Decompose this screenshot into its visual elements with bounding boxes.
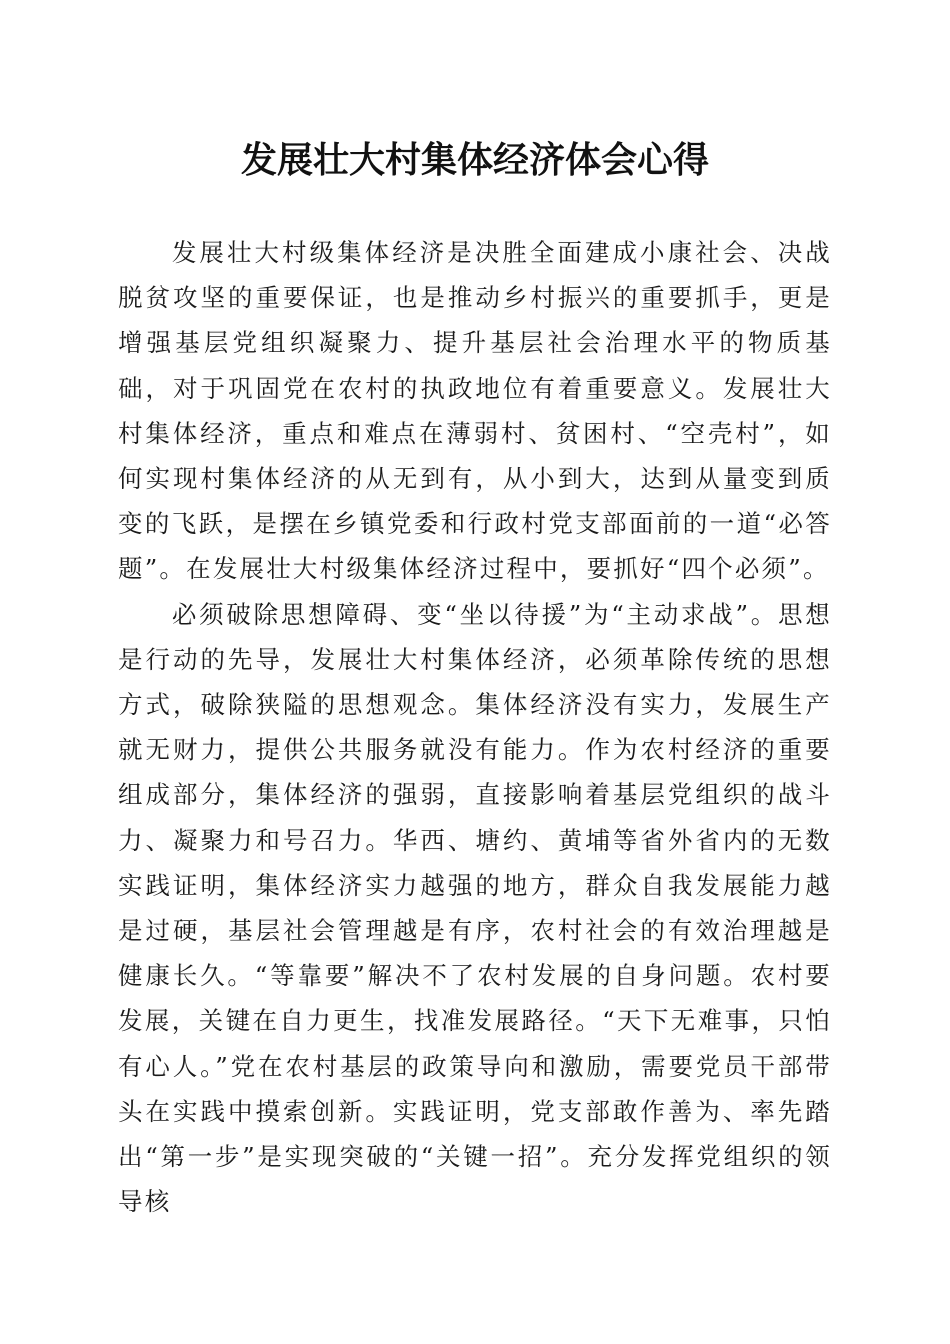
- document-title: 发展壮大村集体经济体会心得: [240, 139, 709, 181]
- document-body: [118, 230, 832, 1224]
- paragraph-1: 发展壮大村级集体经济是决胜全面建成小康社会、决战脱贫攻坚的重要保证，也是推动乡村振兴的重要抓手，更是增强基层党组织凝聚力、提升基层社会治理水平的物质基础，对于巩固党在农村的执政地位有着重要意义。发展壮大村集体经济，重点和难点在薄弱村、贫困村、“空壳村”，如何实现村集体经济的从无到有，从小到大，达到从量变到质变的飞跃，是摆在乡镇党委和行政村党支部面前的一道“必答题”。在发展壮大村级集体经济过程中，要抓好“四个必须”。: [118, 238, 832, 584]
- paragraph-2: 必须破除思想障碍、变“坐以待援”为“主动求战”。思想是行动的先导，发展壮大村集体经济，必须革除传统的思想方式，破除狭隘的思想观念。集体经济没有实力，发展生产就无财力，提供公共服务就没有能力。作为农村经济的重要组成部分，集体经济的强弱，直接影响着基层党组织的战斗力、凝聚力和号召力。华西、塘约、黄埔等省外省内的无数实践证明，集体经济实力越强的地方，群众自我发展能力越是过硬，基层社会管理越是有序，农村社会的有效治理越是健康长久。“等靠要”解决不了农村发展的自身问题。农村要发展，关键在自力更生，找准发展路径。“天下无难事，只怕有心人。”党在农村基层的政策导向和激励，需要党员干部带头在实践中摸索创新。实践证明，党支部敢作善为、率先踏出“第一步”是实现突破的“关键一招”。充分发挥党组织的领导核: [118, 599, 832, 1217]
